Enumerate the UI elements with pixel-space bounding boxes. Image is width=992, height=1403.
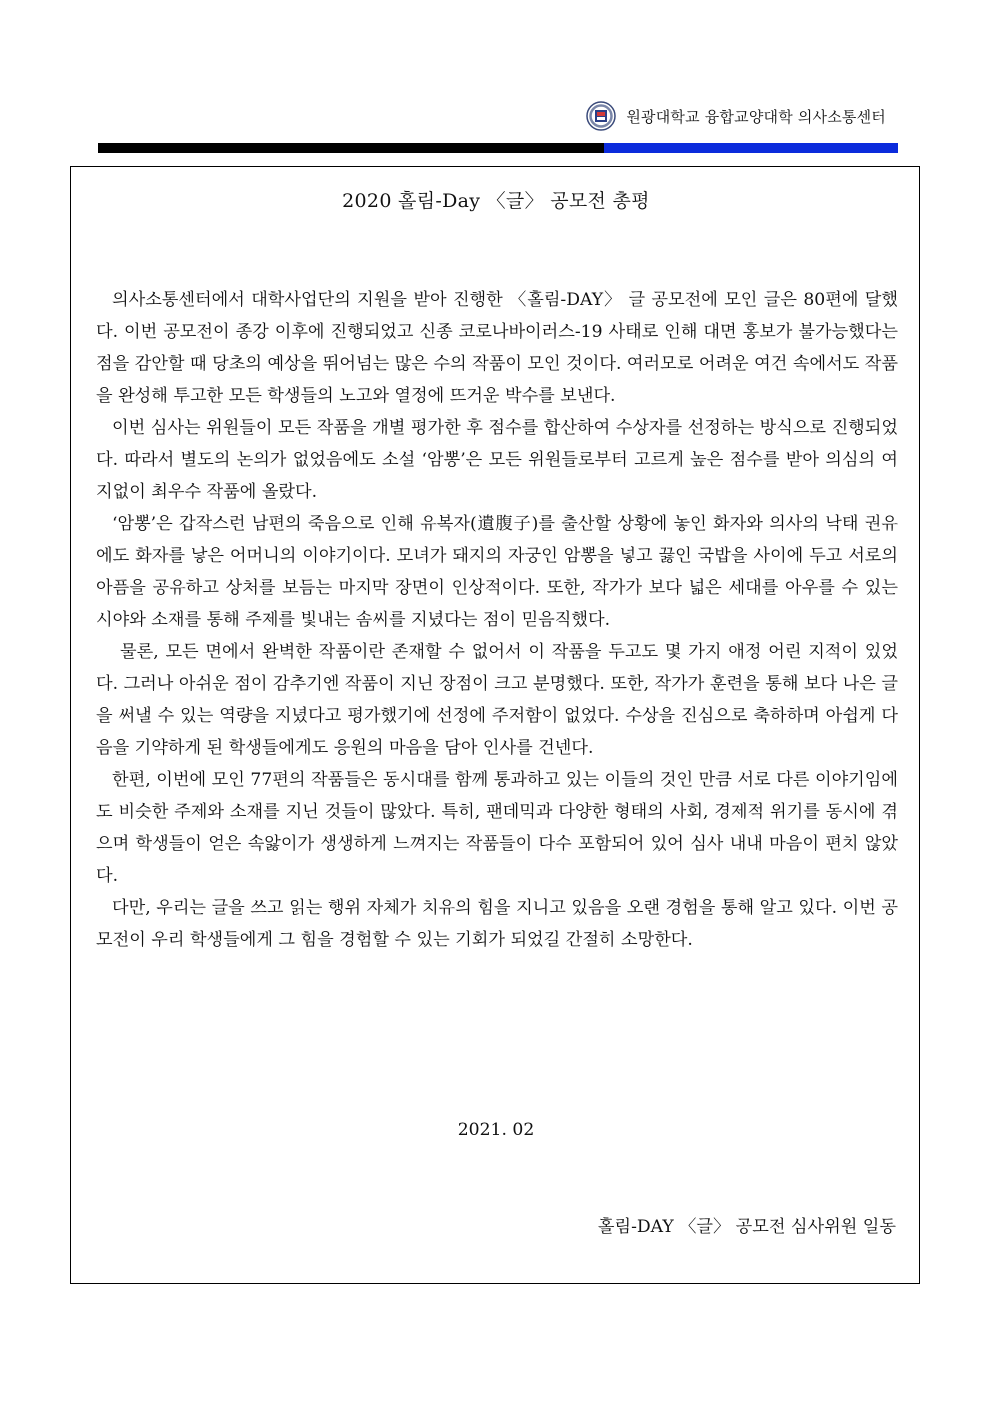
paragraph: 한편, 이번에 모인 77편의 작품들은 동시대를 함께 통과하고 있는 이들의 것인 만큼 서로 다른 이야기임에도 비슷한 주제와 소재를 지닌 것들이 많았다. 특히, 팬데믹과 다양한 형태의 사회, 경제적 위기를 동시에 겪으며 학생들이 얻은 속앓이가 생생하게 느껴지는 작품들이 다수 포함되어 있어 심사 내내 마음이 편치 않았다.: [96, 770, 898, 886]
header-rule-blue: [604, 143, 898, 153]
paragraph: 이번 심사는 위원들이 모든 작품을 개별 평가한 후 점수를 합산하여 수상자를 선정하는 방식으로 진행되었다. 따라서 별도의 논의가 없었음에도 소설 ‘암뽕’은 모든 위원들로부터 고르게 높은 점수를 받아 의심의 여지없이 최우수 작품에 올랐다.: [96, 418, 898, 502]
paragraph: 물론, 모든 면에서 완벽한 작품이란 존재할 수 없어서 이 작품을 두고도 몇 가지 애정 어린 지적이 있었다. 그러나 아쉬운 점이 감추기엔 작품이 지닌 장점이 크고 분명했다. 또한, 작가가 훈련을 통해 보다 나은 글을 써낼 수 있는 역량을 지녔다고 평가했기에 선정에 주저함이 없었다. 수상을 진심으로 축하하며 아쉽게 다음을 기약하게 된 학생들에게도 응원의 마음을 담아 인사를 건넨다.: [96, 642, 898, 758]
document-body: [96, 284, 898, 956]
page-header: [586, 100, 886, 132]
header-rule-black: [98, 143, 604, 153]
paragraph: 의사소통센터에서 대학사업단의 지원을 받아 진행한 〈홀림-DAY〉 글 공모전에 모인 글은 80편에 달했다. 이번 공모전이 종강 이후에 진행되었고 신종 코로나바이러스-19 사태로 인해 대면 홍보가 불가능했다는 점을 감안할 때 당초의 예상을 뛰어넘는 많은 수의 작품이 모인 것이다. 여러모로 어려운 여건 속에서도 작품을 완성해 투고한 모든 학생들의 노고와 열정에 뜨거운 박수를 보낸다.: [96, 290, 898, 406]
document-date: 2021. 02: [457, 1120, 535, 1140]
paragraph: ‘암뽕’은 갑작스런 남편의 죽음으로 인해 유복자(遺腹子)를 출산할 상황에 놓인 화자와 의사의 낙태 권유에도 화자를 낳은 어머니의 이야기이다. 모녀가 돼지의 자궁인 암뽕을 넣고 끓인 국밥을 사이에 두고 서로의 아픔을 공유하고 상처를 보듬는 마지막 장면이 인상적이다. 또한, 작가가 보다 넓은 세대를 아우를 수 있는 시야와 소재를 통해 주제를 빛내는 솜씨를 지녔다는 점이 믿음직했다.: [96, 514, 898, 630]
document-signature: 홀림-DAY 〈글〉 공모전 심사위원 일동: [597, 1217, 896, 1237]
header-rule: [98, 143, 898, 153]
university-seal-icon: [586, 101, 616, 131]
paragraph: 다만, 우리는 글을 쓰고 읽는 행위 자체가 치유의 힘을 지니고 있음을 오랜 경험을 통해 알고 있다. 이번 공모전이 우리 학생들에게 그 힘을 경험할 수 있는 기회가 되었길 간절히 소망한다.: [96, 898, 898, 950]
organization-name: 원광대학교 융합교양대학 의사소통센터: [626, 107, 886, 126]
document-title: 2020 홀림-Day 〈글〉 공모전 총평: [342, 190, 650, 212]
